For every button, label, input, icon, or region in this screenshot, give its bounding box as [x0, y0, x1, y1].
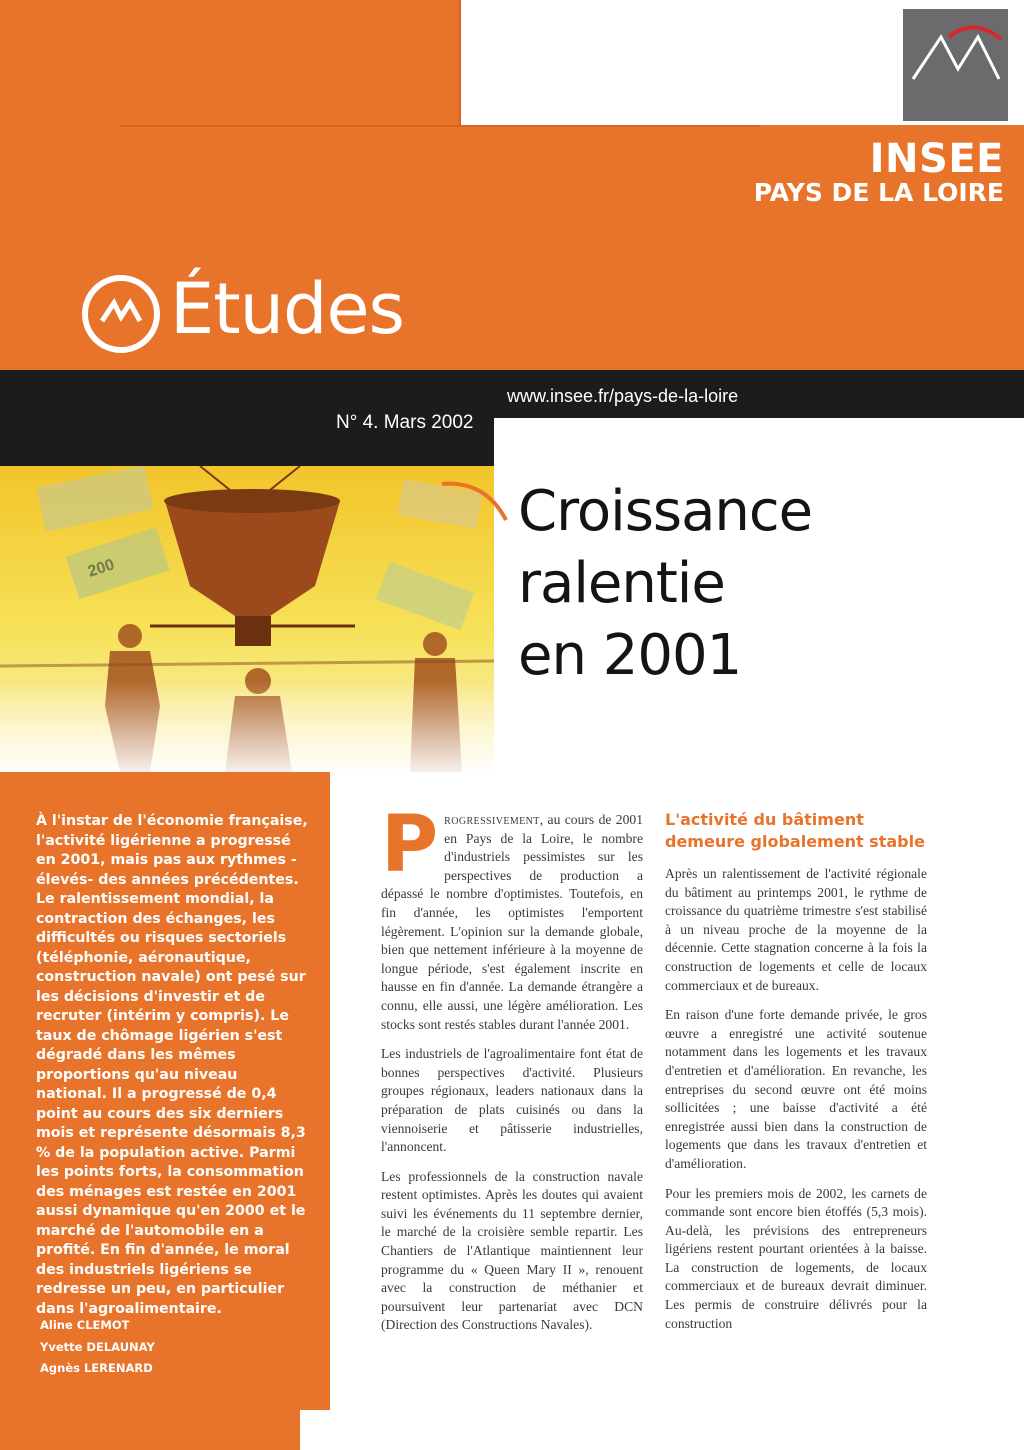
brand-insee: INSEE	[869, 136, 1004, 182]
website-url[interactable]: www.insee.fr/pays-de-la-loire	[507, 386, 739, 406]
header-fold-line-vertical	[459, 0, 461, 125]
column1-paragraph-3: Les professionnels de la construction navale restent optimistes. Après les doutes qui avaient suivi les événements du 11 septembre dernier, le marché de la croisière semble repartir. Les Chantiers de l'Atlantique maintiennent leur programme du « Queen Mary II », renouent avec la construction de méthanier et poursuivent leur partenariat avec DCN (Direction des Constructions Navales).	[381, 1168, 643, 1333]
etudes-logo-icon	[80, 273, 162, 360]
lead-in: rogressivement	[444, 812, 540, 827]
author-2: Yvette DELAUNAY	[40, 1339, 155, 1354]
drop-cap: P	[381, 800, 439, 890]
author-1: Aline CLEMOT	[40, 1318, 130, 1332]
column2-paragraph-2: En raison d'une forte demande privée, le gros œuvre a enregistré une activité soutenue notamment dans les logements et les travaux d'entretien et d'amélioration. En revanche, les entreprises du second œuvre ont été moins sollicitées ; une baisse d'activité a été enregistrée aussi bien dans la construction de logements que dans les travaux d'entretien et d'amélioration.	[665, 1007, 927, 1171]
banknote-value: 200	[85, 556, 117, 581]
article-column-1	[381, 800, 643, 1346]
insee-logo	[903, 9, 1008, 121]
column2-paragraph-3: Pour les premiers mois de 2002, les carnets de commande sont encore bien étoffés (5,3 mois). Au-delà, les prévisions des entrepreneurs ligériens restent pourtant orientées à la baisse. La construction de logements, de locaux commerciaux et de bureaux devrait diminuer. Les permis de construire délivrés pour la construction	[665, 1185, 927, 1331]
cover-photo	[0, 466, 494, 772]
author-3: Agnès LERENARD	[40, 1361, 153, 1375]
article-column-2	[665, 809, 927, 1344]
intro-summary: À l'instar de l'économie française, l'activité ligérienne a progressé en 2001, mais pas aux rythmes - élevés- des années précédentes. Le ralentissement mondial, la contraction des échanges, les difficultés ou risques sectoriels (téléphonie, aéronautique, construction navale) ont pesé sur les décisions d'investir et de recruter (intérim y compris). Le taux de chômage ligérien s'est dégradé dans les mêmes proportions qu'au niveau national. Il a progressé de 0,4 point au cours des six derniers mois et représente désormais 8,3 % de la population active. Parmi les points forts, la consommation des ménages est restée en 2001 aussi dynamique qu'en 2000 et le marché de l'automobile en a profité. En fin d'année, le moral des industriels ligériens se redresse un peu, en particulier dans l'agroalimentaire.	[36, 813, 308, 1317]
series-title: Études	[170, 268, 405, 350]
headline	[518, 476, 812, 692]
column2-paragraph-1: Après un ralentissement de l'activité régionale du bâtiment au printemps 2001, le rythme de croissance du quatrième trimestre s'est stabilisé à un niveau proche de la moyenne de la décennie. Cette stagnation concerne à la fois la construction de logements et celle de locaux commerciaux et de bureaux.	[665, 866, 927, 993]
headline-line-2: ralentie	[518, 551, 725, 616]
column1-paragraph-1	[381, 800, 643, 1034]
column1-paragraph-2: Les industriels de l'agroalimentaire font état de bonnes perspectives d'activité. Plusieurs groupes régionaux, leaders nationaux dans la préparation de plats cuisinés ou dans la viennoiserie et pâtisserie industrielles, l'annoncent.	[381, 1046, 643, 1155]
section-subhead: L'activité du bâtiment demeure globalement stable	[665, 810, 925, 851]
issue-number: N° 4. Mars 2002	[336, 412, 474, 433]
headline-accent	[440, 478, 512, 533]
header-fold-line	[120, 125, 760, 127]
intro-panel-notch	[300, 1410, 330, 1450]
brand-region: PAYS DE LA LOIRE	[753, 178, 1004, 207]
headline-line-1: Croissance	[518, 479, 813, 544]
column1-p1-text: , au cours de 2001 en Pays de la Loire, le nombre d'industriels pessimistes sur les perspectives de production a dépassé le nombre d'optimistes. Toutefois, en fin d'année, les optimistes l'emportent légèrement. L'opinion sur la demande globale, bien que nettement inférieure à la moyenne de longue période, s'est également inscrite en hausse en fin d'année. La demande étrangère a connu, elle aussi, une légère amélioration. Les stocks sont restés stables durant l'année 2001.	[381, 812, 643, 1032]
headline-line-3: en 2001	[518, 623, 742, 688]
authors	[40, 1315, 290, 1380]
